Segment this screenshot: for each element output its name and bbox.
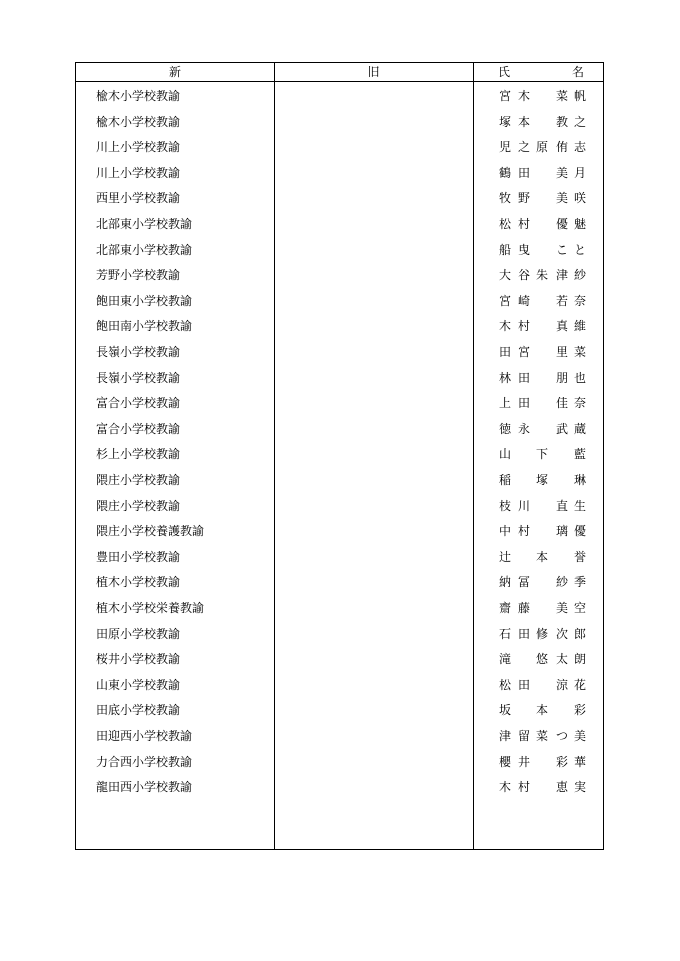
name-char: 木 [498, 319, 511, 334]
name-cell [498, 84, 587, 110]
name-char: 齋 [498, 601, 511, 615]
name-char: 村 [517, 217, 530, 231]
name-char: 帆 [573, 89, 586, 103]
position-cell: 豊田小学校教諭 [96, 549, 181, 564]
position-cell: 植木小学校教諭 [96, 575, 181, 590]
name-char: と [573, 242, 586, 257]
name-char: 田 [517, 677, 530, 692]
position-cell: 龍田西小学校教諭 [96, 780, 193, 795]
table-row [76, 596, 605, 622]
name-cell [498, 263, 587, 289]
position-cell: 飽田東小学校教諭 [96, 293, 193, 308]
name-char: 上 [498, 396, 511, 411]
position-cell: 桜井小学校教諭 [96, 652, 181, 667]
position-cell: 北部東小学校教諭 [96, 217, 193, 231]
name-cell [498, 775, 587, 801]
name-char: 下 [535, 447, 548, 462]
name-cell [498, 698, 587, 724]
position-cell: 北部東小学校教諭 [96, 242, 193, 257]
name-cell [498, 340, 587, 366]
name-cell [498, 314, 587, 340]
name-char: 彩 [555, 754, 568, 769]
name-cell [498, 647, 587, 673]
position-cell: 田原小学校教諭 [96, 626, 181, 641]
table-row [76, 161, 605, 187]
table-row [76, 724, 605, 750]
name-char: 大 [498, 268, 511, 283]
name-char: 村 [517, 319, 530, 334]
position-cell: 力合西小学校教諭 [96, 754, 193, 769]
name-char: 永 [517, 421, 530, 436]
name-cell [498, 545, 587, 571]
name-char: 奈 [573, 396, 586, 411]
name-char: 之 [517, 140, 530, 155]
name-char: 松 [498, 217, 511, 231]
name-char: 津 [555, 268, 568, 283]
name-char: 美 [555, 191, 568, 206]
name-char: 優 [573, 524, 586, 539]
table-row [76, 417, 605, 443]
name-char: 魅 [573, 217, 586, 231]
position-cell: 山東小学校教諭 [96, 677, 181, 692]
name-char: 郎 [573, 626, 586, 641]
header-divider [76, 81, 603, 82]
name-char: 里 [555, 345, 568, 359]
name-char: 直 [555, 498, 568, 513]
name-cell [498, 417, 587, 443]
name-char: つ [555, 729, 568, 743]
name-char: 花 [573, 677, 586, 692]
name-char: 木 [517, 89, 530, 103]
name-char: 咲 [573, 191, 586, 206]
name-char: 美 [555, 601, 568, 615]
name-char: 侑 [555, 140, 568, 155]
name-char: 徳 [498, 421, 511, 436]
name-cell [498, 494, 587, 520]
table-row [76, 391, 605, 417]
name-cell [498, 673, 587, 699]
name-char: 本 [517, 114, 530, 129]
name-char: 朱 [535, 268, 548, 283]
name-cell [498, 238, 587, 264]
name-char: 藍 [573, 447, 586, 462]
name-cell [498, 570, 587, 596]
position-cell: 田迎西小学校教諭 [96, 729, 193, 743]
name-char: 田 [517, 626, 530, 641]
name-char: 美 [555, 165, 568, 180]
name-char: 田 [498, 345, 511, 359]
name-char: 牧 [498, 191, 511, 206]
name-char: 若 [555, 293, 568, 308]
name-char: 村 [517, 780, 530, 795]
name-char: 田 [517, 370, 530, 385]
name-char: 生 [573, 498, 586, 513]
table-row [76, 135, 605, 161]
name-char: 原 [535, 140, 548, 155]
table-row [76, 519, 605, 545]
name-char: 松 [498, 677, 511, 692]
position-cell: 隈庄小学校養護教諭 [96, 524, 205, 539]
name-cell [498, 212, 587, 238]
name-char: 太 [555, 652, 568, 667]
table-row [76, 186, 605, 212]
name-char: 佳 [555, 396, 568, 411]
name-cell [498, 366, 587, 392]
name-char: 璃 [555, 524, 568, 539]
name-char: 井 [517, 754, 530, 769]
name-char: 涼 [555, 677, 568, 692]
position-cell: 長嶺小学校教諭 [96, 370, 181, 385]
table-row [76, 570, 605, 596]
header-new: 新 [168, 65, 181, 79]
table-row [76, 366, 605, 392]
name-char: 本 [535, 549, 548, 564]
position-cell: 楡木小学校教諭 [96, 114, 181, 129]
header-old: 旧 [367, 65, 380, 79]
table-row [76, 110, 605, 136]
name-char: 児 [498, 140, 511, 155]
table-row [76, 263, 605, 289]
name-cell [498, 596, 587, 622]
name-char: 坂 [498, 703, 511, 718]
position-cell: 富合小学校教諭 [96, 421, 181, 436]
table-row [76, 545, 605, 571]
name-char: 朋 [555, 370, 568, 385]
table-row [76, 673, 605, 699]
name-char: 崎 [517, 293, 530, 308]
position-cell: 隈庄小学校教諭 [96, 473, 181, 487]
name-char: 津 [498, 729, 511, 743]
name-char: 田 [517, 396, 530, 411]
name-char: 琳 [573, 473, 586, 487]
name-char: 宮 [498, 293, 511, 308]
table-row [76, 775, 605, 801]
table-row [76, 340, 605, 366]
name-char: 月 [573, 165, 586, 180]
name-char: 悠 [535, 652, 548, 667]
name-char: 宮 [498, 89, 511, 103]
table-row [76, 647, 605, 673]
name-cell [498, 724, 587, 750]
position-cell: 富合小学校教諭 [96, 396, 181, 411]
name-char: 誉 [573, 549, 586, 564]
name-char: 華 [573, 754, 586, 769]
name-char: 塚 [535, 473, 548, 487]
name-char: 之 [573, 114, 586, 129]
position-cell: 川上小学校教諭 [96, 165, 181, 180]
name-char: 納 [498, 575, 511, 590]
name-char: 教 [555, 114, 568, 129]
name-char: 宮 [517, 345, 530, 359]
position-cell: 隈庄小学校教諭 [96, 498, 181, 513]
name-char: 実 [573, 780, 586, 795]
name-char: 藤 [517, 601, 530, 615]
position-cell: 植木小学校栄養教諭 [96, 601, 205, 615]
name-cell [498, 186, 587, 212]
name-char: 紗 [573, 268, 586, 283]
name-char: 美 [573, 729, 586, 743]
name-char: 中 [498, 524, 511, 539]
name-cell [498, 750, 587, 776]
name-char: 留 [517, 729, 530, 743]
table-row [76, 750, 605, 776]
personnel-table [75, 62, 604, 850]
name-char: 櫻 [498, 754, 511, 769]
table-row [76, 84, 605, 110]
name-char: 辻 [498, 549, 511, 564]
name-char: 滝 [498, 652, 511, 667]
name-char: 鶴 [498, 165, 511, 180]
name-cell [498, 110, 587, 136]
name-cell [498, 135, 587, 161]
name-char: 石 [498, 626, 511, 641]
name-char: 林 [498, 370, 511, 385]
name-char: 木 [498, 780, 511, 795]
name-char: 彩 [573, 703, 586, 718]
name-char: 谷 [517, 268, 530, 283]
position-cell: 芳野小学校教諭 [96, 268, 181, 283]
position-cell: 楡木小学校教諭 [96, 89, 181, 103]
name-char: 冨 [517, 575, 530, 590]
name-cell [498, 289, 587, 315]
name-char: 稲 [498, 473, 511, 487]
table-row [76, 494, 605, 520]
position-cell: 西里小学校教諭 [96, 191, 181, 206]
name-char: 蔵 [573, 421, 586, 436]
name-char: 川 [517, 498, 530, 513]
name-cell [498, 391, 587, 417]
header-name-right: 名 [572, 65, 585, 79]
table-row [76, 442, 605, 468]
name-char: 田 [517, 165, 530, 180]
name-char: 野 [517, 191, 530, 206]
name-char: 優 [555, 217, 568, 231]
position-cell: 田底小学校教諭 [96, 703, 181, 718]
table-row [76, 238, 605, 264]
name-char: 菜 [573, 345, 586, 359]
name-cell [498, 468, 587, 494]
name-cell [498, 161, 587, 187]
name-char: 塚 [498, 114, 511, 129]
name-char: こ [555, 242, 568, 257]
position-cell: 飽田南小学校教諭 [96, 319, 193, 334]
position-cell: 杉上小学校教諭 [96, 447, 181, 462]
name-char: 恵 [555, 780, 568, 795]
name-char: 曳 [517, 242, 530, 257]
name-char: 山 [498, 447, 511, 462]
name-char: 武 [555, 421, 568, 436]
name-char: 修 [535, 626, 548, 641]
name-cell [498, 442, 587, 468]
header-name [473, 63, 605, 81]
name-char: 奈 [573, 293, 586, 308]
header-name-left: 氏 [498, 65, 511, 79]
name-char: 菜 [555, 89, 568, 103]
name-char: 維 [573, 319, 586, 334]
name-char: 船 [498, 242, 511, 257]
name-char: 菜 [535, 729, 548, 743]
name-char: 也 [573, 370, 586, 385]
name-char: 本 [535, 703, 548, 718]
name-char: 村 [517, 524, 530, 539]
name-char: 季 [573, 575, 586, 590]
name-char: 真 [555, 319, 568, 334]
table-row [76, 698, 605, 724]
name-char: 空 [573, 601, 586, 615]
table-row [76, 314, 605, 340]
name-cell [498, 622, 587, 648]
name-char: 朗 [573, 652, 586, 667]
table-row [76, 289, 605, 315]
position-cell: 川上小学校教諭 [96, 140, 181, 155]
table-row [76, 212, 605, 238]
name-char: 紗 [555, 575, 568, 590]
name-cell [498, 519, 587, 545]
name-char: 枝 [498, 498, 511, 513]
table-row [76, 468, 605, 494]
name-char: 志 [573, 140, 586, 155]
name-char: 次 [555, 626, 568, 641]
position-cell: 長嶺小学校教諭 [96, 345, 181, 359]
table-row [76, 622, 605, 648]
